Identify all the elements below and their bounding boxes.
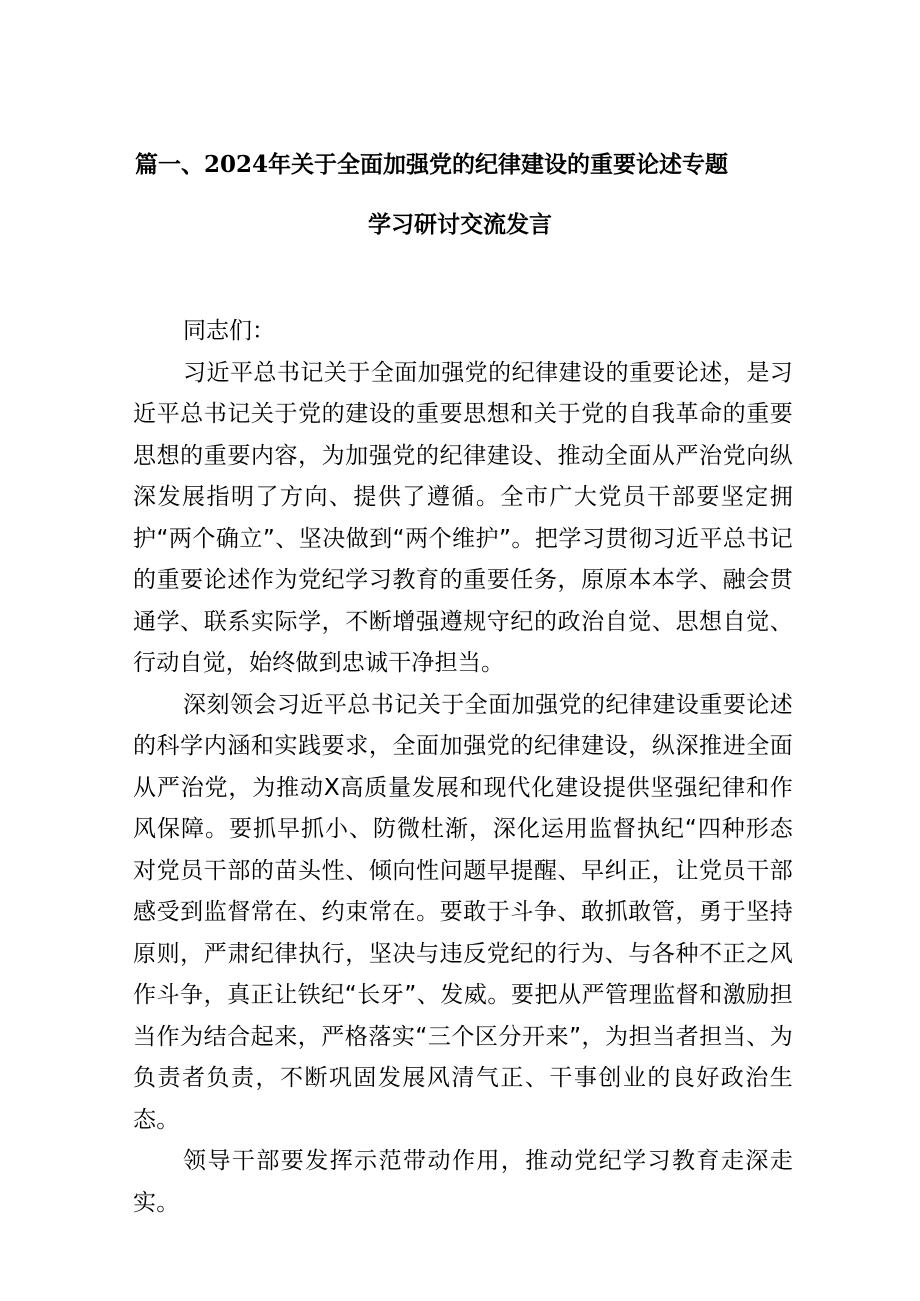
title-rest: 年关于全面加强党的纪律建设的重要论述专题 <box>268 152 729 178</box>
document-body <box>133 311 793 1224</box>
title-prefix: 篇一、 <box>135 152 204 178</box>
document-title-line-1 <box>0 150 920 180</box>
title-year: 2024 <box>204 151 269 178</box>
document-title-line-2: 学习研讨交流发言 <box>368 212 552 238</box>
paragraph-1: 习近平总书记关于全面加强党的纪律建设的重要论述，是习近平总书记关于党的建设的重要思想和关于党的自我革命的重要思想的重要内容，为加强党的纪律建设、推动全面从严治党向纵深发展指明了方向、提供了遵循。全市广大党员干部要坚定拥护“两个确立”、坚决做到“两个维护”。把学习贯彻习近平总书记的重要论述作为党纪学习教育的重要任务，原原本本学、融会贯通学、联系实际学，不断增强遵规守纪的政治自觉、思想自觉、行动自觉，始终做到忠诚干净担当。 <box>133 359 793 676</box>
paragraph-3: 领导干部要发挥示范带动作用，推动党纪学习教育走深走实。 <box>133 1148 793 1216</box>
salutation: 同志们： <box>183 318 275 344</box>
paragraph-2: 深刻领会习近平总书记关于全面加强党的纪律建设重要论述的科学内涵和实践要求，全面加强党的纪律建设，纵深推进全面从严治党，为推动X高质量发展和现代化建设提供坚强纪律和作风保障。要抓早抓小、防微杜渐，深化运用监督执纪“四种形态对党员干部的苗头性、倾向性问题早提醒、早纠正，让党员干部感受到监督常在、约束常在。要敢于斗争、敢抓敢管，勇于坚持原则，严肃纪律执行，坚决与违反党纪的行为、与各种不正之风作斗争，真正让铁纪“长牙”、发威。要把从严管理监督和激励担当作为结合起来，严格落实“三个区分开来”，为担当者担当、为负责者负责，不断巩固发展风清气正、干事创业的良好政治生态。 <box>133 691 793 1133</box>
